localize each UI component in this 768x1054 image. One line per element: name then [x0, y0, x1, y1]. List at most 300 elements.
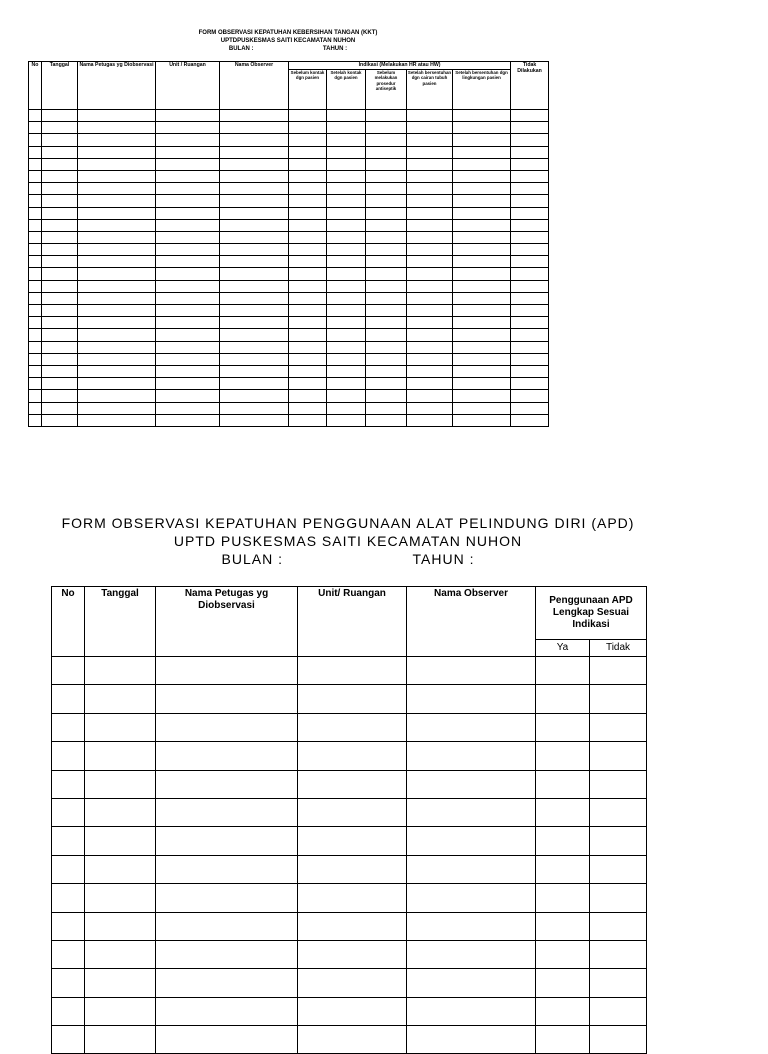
table-cell — [156, 110, 220, 122]
table-cell — [298, 912, 407, 940]
table-row — [29, 219, 549, 231]
form2-col-tanggal: Tanggal — [85, 587, 156, 657]
table-cell — [78, 134, 156, 146]
table-cell — [42, 292, 78, 304]
table-cell — [327, 244, 366, 256]
table-cell — [511, 146, 549, 158]
table-cell — [220, 195, 289, 207]
table-cell — [78, 329, 156, 341]
table-cell — [453, 219, 511, 231]
table-cell — [42, 268, 78, 280]
table-row — [29, 256, 549, 268]
table-cell — [407, 827, 536, 855]
table-cell — [590, 798, 647, 826]
table-cell — [156, 884, 298, 912]
table-cell — [29, 170, 42, 182]
table-row — [29, 183, 549, 195]
table-cell — [298, 997, 407, 1025]
table-cell — [407, 365, 453, 377]
table-cell — [220, 280, 289, 292]
table-cell — [29, 256, 42, 268]
table-row — [29, 378, 549, 390]
table-row — [29, 122, 549, 134]
table-cell — [407, 912, 536, 940]
table-cell — [156, 268, 220, 280]
table-cell — [366, 146, 407, 158]
table-row — [29, 390, 549, 402]
table-cell — [453, 280, 511, 292]
table-cell — [289, 146, 327, 158]
table-cell — [327, 219, 366, 231]
table-cell — [366, 378, 407, 390]
form1-indikasi-sub: Sebelum kontak dgn pasien — [289, 70, 327, 110]
table-cell — [590, 770, 647, 798]
table-cell — [407, 110, 453, 122]
table-cell — [29, 280, 42, 292]
table-cell — [453, 134, 511, 146]
table-cell — [220, 341, 289, 353]
table-cell — [407, 292, 453, 304]
table-cell — [42, 146, 78, 158]
table-cell — [536, 940, 590, 968]
table-cell — [327, 268, 366, 280]
table-cell — [511, 317, 549, 329]
table-cell — [29, 402, 42, 414]
table-cell — [327, 341, 366, 353]
table-cell — [29, 317, 42, 329]
table-cell — [78, 402, 156, 414]
table-cell — [29, 183, 42, 195]
table-cell — [327, 353, 366, 365]
table-cell — [511, 195, 549, 207]
table-cell — [407, 280, 453, 292]
table-cell — [220, 207, 289, 219]
table-cell — [78, 183, 156, 195]
table-cell — [407, 353, 453, 365]
table-cell — [590, 657, 647, 685]
table-cell — [29, 390, 42, 402]
table-cell — [42, 122, 78, 134]
table-cell — [298, 884, 407, 912]
table-cell — [366, 170, 407, 182]
table-cell — [407, 219, 453, 231]
table-cell — [289, 353, 327, 365]
table-row — [52, 1026, 647, 1054]
table-row — [29, 134, 549, 146]
table-cell — [52, 713, 85, 741]
table-cell — [407, 195, 453, 207]
table-cell — [536, 713, 590, 741]
table-cell — [220, 305, 289, 317]
table-cell — [453, 195, 511, 207]
table-cell — [453, 244, 511, 256]
form1-bulan-label: BULAN : — [228, 46, 254, 52]
table-cell — [511, 231, 549, 243]
table-cell — [52, 770, 85, 798]
table-cell — [298, 657, 407, 685]
table-cell — [78, 353, 156, 365]
table-row — [52, 855, 647, 883]
table-cell — [52, 997, 85, 1025]
table-cell — [289, 268, 327, 280]
form1-indikasi-sub: Setelah bersentuhan dgn cairan tubuh pasien — [407, 70, 453, 110]
table-cell — [327, 365, 366, 377]
table-cell — [407, 146, 453, 158]
table-cell — [407, 770, 536, 798]
table-row — [29, 110, 549, 122]
table-cell — [536, 657, 590, 685]
table-cell — [78, 207, 156, 219]
table-cell — [42, 158, 78, 170]
table-cell — [85, 685, 156, 713]
table-cell — [453, 341, 511, 353]
table-cell — [511, 219, 549, 231]
table-cell — [511, 280, 549, 292]
table-cell — [511, 122, 549, 134]
table-cell — [29, 268, 42, 280]
table-cell — [366, 353, 407, 365]
table-cell — [298, 827, 407, 855]
table-cell — [327, 110, 366, 122]
table-cell — [42, 317, 78, 329]
table-row — [52, 685, 647, 713]
table-cell — [52, 657, 85, 685]
table-cell — [327, 146, 366, 158]
table-cell — [29, 341, 42, 353]
table-cell — [220, 268, 289, 280]
form1-tahun-label: TAHUN : — [322, 46, 348, 52]
table-cell — [366, 219, 407, 231]
table-cell — [590, 969, 647, 997]
table-cell — [366, 207, 407, 219]
table-cell — [453, 317, 511, 329]
table-cell — [29, 305, 42, 317]
table-cell — [220, 170, 289, 182]
table-cell — [407, 207, 453, 219]
table-row — [52, 884, 647, 912]
table-row — [29, 244, 549, 256]
table-cell — [52, 742, 85, 770]
table-cell — [156, 183, 220, 195]
table-cell — [327, 390, 366, 402]
table-cell — [366, 305, 407, 317]
table-cell — [29, 353, 42, 365]
table-cell — [78, 195, 156, 207]
table-cell — [220, 292, 289, 304]
table-cell — [536, 742, 590, 770]
form1-indikasi-sub: Setelah kontak dgn pasien — [327, 70, 366, 110]
table-cell — [453, 170, 511, 182]
table-cell — [52, 1026, 85, 1054]
form1-col-no: No — [29, 62, 42, 110]
table-cell — [453, 390, 511, 402]
table-cell — [511, 329, 549, 341]
table-cell — [289, 414, 327, 426]
table-cell — [511, 268, 549, 280]
table-row — [29, 402, 549, 414]
form1-period — [28, 46, 548, 54]
form2-col-penggunaan-apd: Penggunaan APD Lengkap Sesuai Indikasi — [536, 587, 647, 640]
table-cell — [78, 256, 156, 268]
table-cell — [156, 685, 298, 713]
table-cell — [85, 940, 156, 968]
table-cell — [511, 134, 549, 146]
table-cell — [156, 317, 220, 329]
table-cell — [453, 122, 511, 134]
table-cell — [289, 341, 327, 353]
table-cell — [52, 685, 85, 713]
table-cell — [536, 1026, 590, 1054]
table-cell — [590, 1026, 647, 1054]
table-row — [29, 231, 549, 243]
table-cell — [327, 329, 366, 341]
table-cell — [289, 317, 327, 329]
table-cell — [42, 256, 78, 268]
table-cell — [511, 378, 549, 390]
table-cell — [78, 268, 156, 280]
table-cell — [156, 969, 298, 997]
table-cell — [42, 305, 78, 317]
table-cell — [220, 256, 289, 268]
table-cell — [590, 940, 647, 968]
table-cell — [42, 183, 78, 195]
table-cell — [78, 158, 156, 170]
table-row — [29, 268, 549, 280]
table-cell — [78, 317, 156, 329]
table-cell — [366, 414, 407, 426]
table-cell — [407, 305, 453, 317]
table-row — [29, 195, 549, 207]
table-cell — [78, 110, 156, 122]
table-row — [52, 713, 647, 741]
table-cell — [29, 378, 42, 390]
table-cell — [289, 256, 327, 268]
table-cell — [511, 256, 549, 268]
table-row — [52, 969, 647, 997]
table-cell — [298, 713, 407, 741]
table-cell — [156, 207, 220, 219]
table-cell — [407, 940, 536, 968]
table-cell — [29, 365, 42, 377]
form1-col-tanggal: Tanggal — [42, 62, 78, 110]
table-cell — [511, 390, 549, 402]
form1-col-indikasi: Indikasi (Melakukan HR atau HW) — [289, 62, 511, 70]
table-cell — [407, 969, 536, 997]
table-cell — [156, 940, 298, 968]
table-cell — [407, 122, 453, 134]
table-cell — [78, 378, 156, 390]
table-cell — [407, 183, 453, 195]
table-cell — [366, 110, 407, 122]
table-cell — [156, 414, 220, 426]
form2-col-nama-observer: Nama Observer — [407, 587, 536, 657]
table-cell — [85, 657, 156, 685]
table-cell — [78, 305, 156, 317]
table-cell — [366, 280, 407, 292]
table-cell — [289, 183, 327, 195]
table-cell — [29, 195, 42, 207]
table-cell — [52, 798, 85, 826]
table-row — [29, 365, 549, 377]
table-cell — [511, 353, 549, 365]
table-cell — [42, 329, 78, 341]
table-cell — [29, 219, 42, 231]
table-cell — [366, 183, 407, 195]
form2-col-tidak: Tidak — [590, 639, 647, 656]
table-cell — [220, 122, 289, 134]
table-cell — [453, 292, 511, 304]
table-cell — [42, 170, 78, 182]
table-cell — [156, 855, 298, 883]
table-cell — [298, 742, 407, 770]
form2-subtitle: UPTD PUSKESMAS SAITI KECAMATAN NUHON — [173, 533, 523, 549]
form2-bulan-label: BULAN : — [221, 551, 283, 567]
table-cell — [453, 305, 511, 317]
table-cell — [78, 219, 156, 231]
table-cell — [327, 280, 366, 292]
table-cell — [327, 414, 366, 426]
table-cell — [42, 353, 78, 365]
table-cell — [407, 855, 536, 883]
table-cell — [407, 256, 453, 268]
table-cell — [511, 110, 549, 122]
table-cell — [42, 378, 78, 390]
table-cell — [453, 268, 511, 280]
table-cell — [78, 292, 156, 304]
table-cell — [156, 770, 298, 798]
table-cell — [327, 207, 366, 219]
table-cell — [327, 183, 366, 195]
table-cell — [85, 884, 156, 912]
table-cell — [156, 219, 220, 231]
table-cell — [29, 146, 42, 158]
table-cell — [289, 195, 327, 207]
table-cell — [42, 207, 78, 219]
table-cell — [289, 390, 327, 402]
table-cell — [407, 134, 453, 146]
table-cell — [156, 742, 298, 770]
form2-col-no: No — [52, 587, 85, 657]
table-cell — [220, 402, 289, 414]
table-cell — [42, 219, 78, 231]
table-cell — [327, 402, 366, 414]
table-cell — [289, 280, 327, 292]
table-cell — [407, 390, 453, 402]
table-cell — [78, 390, 156, 402]
table-cell — [298, 770, 407, 798]
table-cell — [536, 997, 590, 1025]
table-cell — [220, 146, 289, 158]
table-cell — [407, 414, 453, 426]
table-cell — [52, 855, 85, 883]
table-cell — [407, 713, 536, 741]
table-cell — [453, 158, 511, 170]
table-cell — [52, 827, 85, 855]
table-cell — [156, 280, 220, 292]
table-cell — [453, 378, 511, 390]
table-cell — [156, 244, 220, 256]
table-cell — [289, 170, 327, 182]
table-cell — [52, 940, 85, 968]
table-cell — [78, 231, 156, 243]
table-cell — [366, 244, 407, 256]
table-cell — [220, 414, 289, 426]
table-cell — [298, 969, 407, 997]
form1-col-nama-petugas: Nama Petugas yg Diobservasi — [78, 62, 156, 110]
table-cell — [298, 855, 407, 883]
table-cell — [453, 231, 511, 243]
table-cell — [407, 884, 536, 912]
table-cell — [156, 798, 298, 826]
table-cell — [590, 713, 647, 741]
table-cell — [327, 256, 366, 268]
table-row — [52, 940, 647, 968]
table-cell — [42, 231, 78, 243]
table-cell — [220, 158, 289, 170]
table-cell — [156, 256, 220, 268]
table-cell — [85, 855, 156, 883]
table-cell — [85, 742, 156, 770]
table-cell — [366, 158, 407, 170]
table-row — [29, 292, 549, 304]
table-cell — [85, 1026, 156, 1054]
table-cell — [156, 827, 298, 855]
table-cell — [511, 341, 549, 353]
table-cell — [289, 378, 327, 390]
table-cell — [289, 110, 327, 122]
table-cell — [85, 827, 156, 855]
form2-rows — [52, 657, 647, 1054]
table-row — [52, 798, 647, 826]
table-cell — [327, 305, 366, 317]
table-cell — [366, 256, 407, 268]
table-cell — [156, 353, 220, 365]
table-cell — [407, 231, 453, 243]
table-cell — [366, 341, 407, 353]
table-cell — [536, 770, 590, 798]
table-cell — [156, 390, 220, 402]
table-cell — [536, 798, 590, 826]
table-cell — [453, 329, 511, 341]
table-cell — [156, 402, 220, 414]
table-cell — [220, 353, 289, 365]
table-cell — [536, 827, 590, 855]
table-cell — [536, 855, 590, 883]
table-cell — [85, 912, 156, 940]
table-cell — [327, 317, 366, 329]
table-cell — [42, 280, 78, 292]
form1-col-nama-observer: Nama Observer — [220, 62, 289, 110]
table-cell — [407, 170, 453, 182]
table-cell — [52, 969, 85, 997]
table-row — [29, 146, 549, 158]
table-cell — [220, 134, 289, 146]
table-cell — [78, 122, 156, 134]
table-row — [29, 414, 549, 426]
table-cell — [366, 329, 407, 341]
table-cell — [29, 414, 42, 426]
table-cell — [85, 798, 156, 826]
table-cell — [327, 231, 366, 243]
table-row — [29, 158, 549, 170]
table-cell — [156, 341, 220, 353]
table-cell — [289, 122, 327, 134]
table-cell — [156, 134, 220, 146]
table-cell — [156, 170, 220, 182]
table-cell — [453, 110, 511, 122]
table-cell — [511, 365, 549, 377]
table-cell — [327, 158, 366, 170]
